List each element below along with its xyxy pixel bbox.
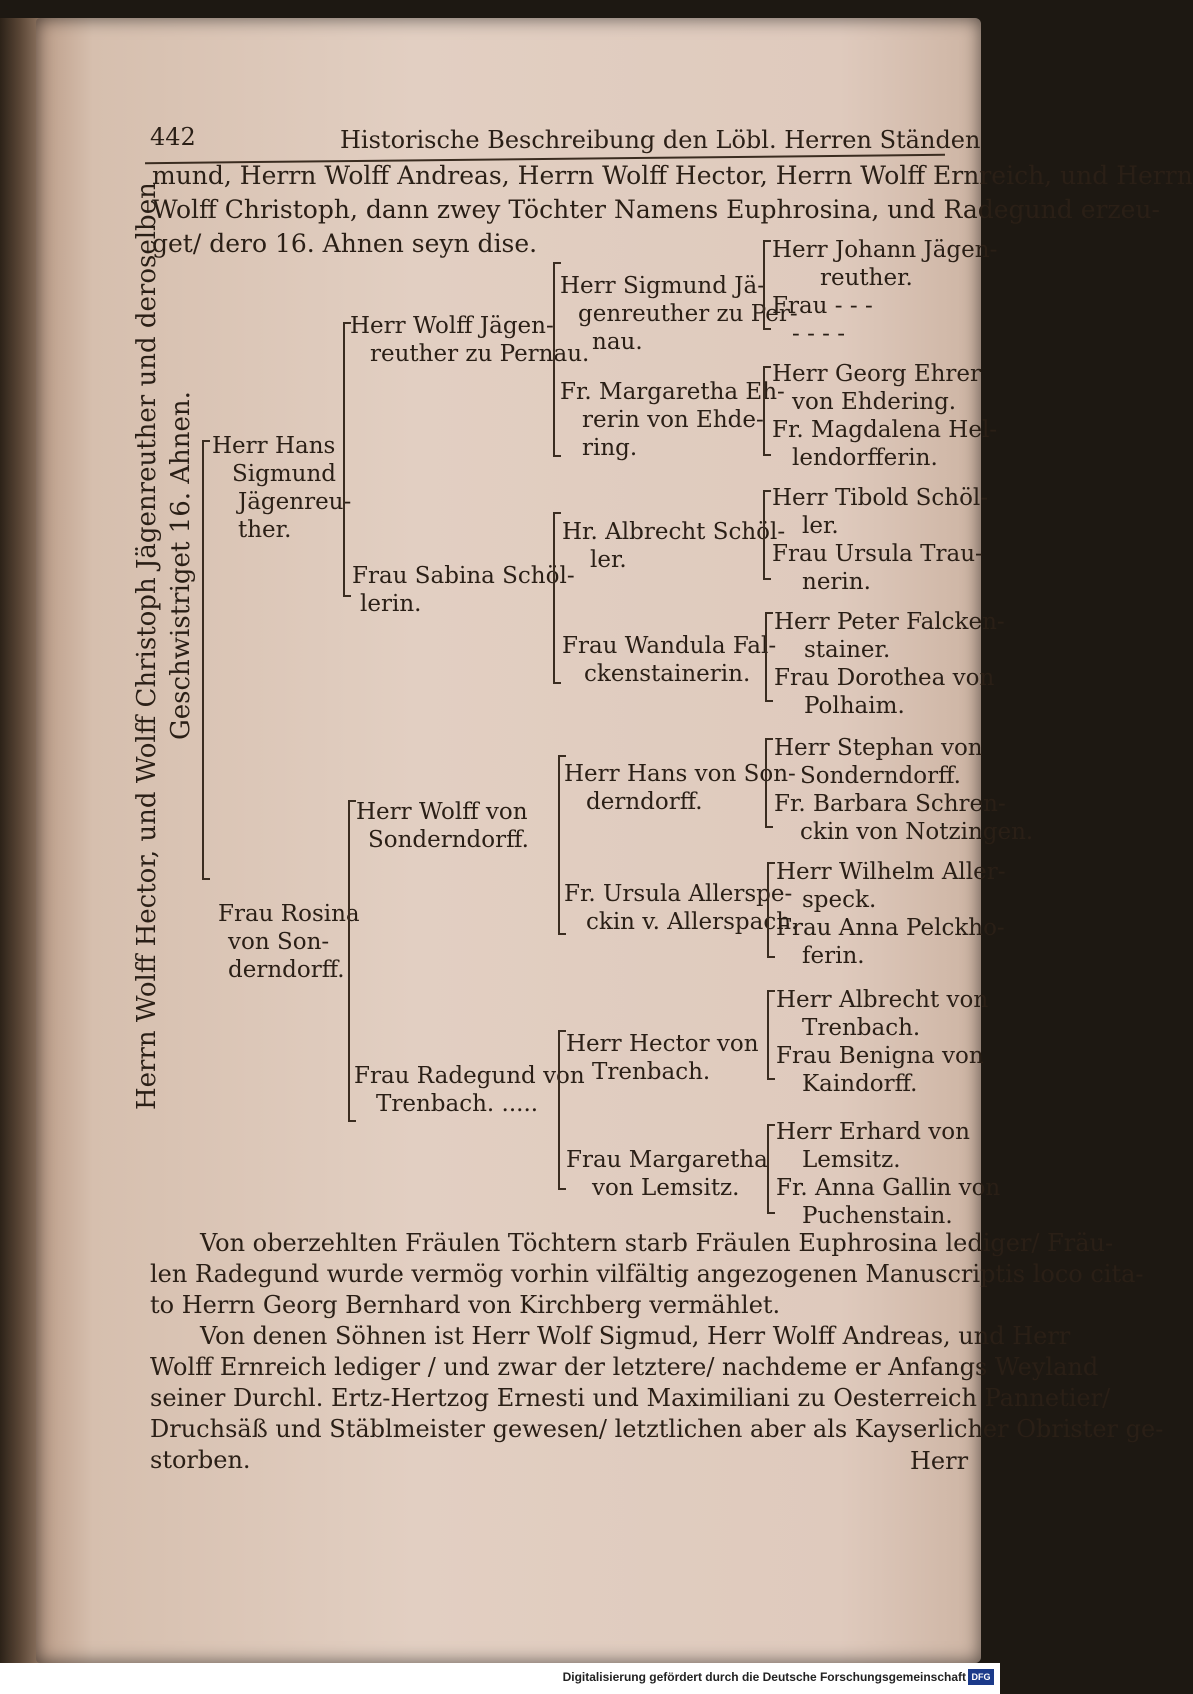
body-line-6: seiner Durchl. Ertz-Hertzog Ernesti und Maximiliani zu Oesterreich Pannetier/	[150, 1384, 1111, 1412]
gen1-mother: Frau Rosina von Son- derndorff.	[218, 901, 360, 983]
gen4-h: Herr Erhard von Lemsitz. Fr. Anna Gallin von Puchenstain.	[776, 1119, 1001, 1229]
gen4-e: Herr Stephan von Sonderndorff. Fr. Barbara Schren- ckin von Notzingen.	[774, 735, 1034, 845]
intro-line-3: get/ dero 16. Ahnen seyn dise.	[152, 229, 538, 258]
gen3-f: Fr. Ursula Allerspe- ckin v. Allerspach.	[564, 881, 799, 935]
gen4-b: Herr Georg Ehrer von Ehdering. Fr. Magdalena Hel- lendorfferin.	[772, 361, 998, 471]
gen2-b: Frau Sabina Schöl- lerin.	[352, 563, 575, 617]
body-line-1: Von oberzehlten Fräulen Töchtern starb Fräulen Euphrosina lediger/ Fräu-	[200, 1229, 1114, 1257]
book-gutter	[0, 18, 40, 1663]
gen3-g: Herr Hector von Trenbach.	[566, 1031, 759, 1085]
body-line-4: Von denen Söhnen ist Herr Wolf Sigmud, Herr Wolff Andreas, und Herr	[200, 1322, 1071, 1350]
digitization-footer	[0, 1663, 1000, 1694]
body-line-8: storben.	[150, 1446, 251, 1474]
gen3-h: Frau Margaretha von Lemsitz.	[566, 1147, 768, 1201]
gen3-e: Herr Hans von Son- derndorff.	[564, 761, 796, 815]
gen4-c: Herr Tibold Schöl- ler. Frau Ursula Trau- nerin.	[772, 485, 989, 595]
gen3-c: Hr. Albrecht Schöl- ler.	[562, 519, 786, 573]
gen4-d: Herr Peter Falcken- stainer. Frau Dorothea von Polhaim.	[774, 609, 1005, 719]
gen4-g: Herr Albrecht von Trenbach. Frau Benigna von Kaindorff.	[776, 987, 989, 1097]
body-line-7: Druchsäß und Stäblmeister gewesen/ letztlichen aber als Kayserlicher Obrister ge-	[150, 1415, 1164, 1443]
gen3-d: Frau Wandula Fal- ckenstainerin.	[562, 633, 777, 687]
intro-line-2: Wolff Christoph, dann zwey Töchter Namens Euphrosina, und Radegund erzeu-	[152, 195, 1160, 224]
running-title: Historische Beschreibung den Löbl. Herren Ständen	[340, 126, 981, 154]
gen3-a: Herr Sigmund Jä- genreuther zu Per- nau.	[560, 273, 798, 355]
vertical-title	[130, 182, 198, 1110]
gen2-c: Herr Wolff von Sonderndorff.	[356, 799, 529, 853]
body-line-2: len Radegund wurde vermög vorhin vilfältig angezogenen Manuscriptis loco cita-	[150, 1260, 1144, 1288]
dfg-logo: DFG	[968, 1669, 994, 1685]
gen2-a: Herr Wolff Jägen- reuther zu Pernau.	[350, 313, 590, 367]
vertical-title-line-1: Herrn Wolff Hector, und Wolff Christoph Jägenreuther und deroselben	[132, 182, 162, 1110]
intro-line-1: mund, Herrn Wolff Andreas, Herrn Wolff Hector, Herrn Wolff Ernreich, und Herrn	[152, 161, 1193, 190]
gen2-d: Frau Radegund von Trenbach. .....	[354, 1063, 585, 1117]
gen3-b: Fr. Margaretha Eh- rerin von Ehde- ring.	[560, 379, 785, 461]
gen4-f: Herr Wilhelm Aller- speck. Frau Anna Pelckho- ferin.	[776, 859, 1006, 969]
bracket-gen1	[202, 440, 212, 880]
page-number: 442	[150, 123, 196, 151]
catchword: Herr	[910, 1447, 969, 1475]
body-line-3: to Herrn Georg Bernhard von Kirchberg vermählet.	[150, 1291, 781, 1319]
vertical-title-line-2: Geschwistriget 16. Ahnen.	[166, 391, 196, 740]
gen4-a: Herr Johann Jägen- reuther. Frau - - - - - - -	[772, 237, 998, 347]
gen1-father: Herr Hans Sigmund Jägenreu- ther.	[212, 433, 352, 543]
body-line-5: Wolff Ernreich lediger / und zwar der letztere/ nachdeme er Anfangs Weyland	[150, 1353, 1099, 1381]
funding-credit: Digitalisierung gefördert durch die Deutsche Forschungsgemeinschaft	[562, 1670, 966, 1684]
